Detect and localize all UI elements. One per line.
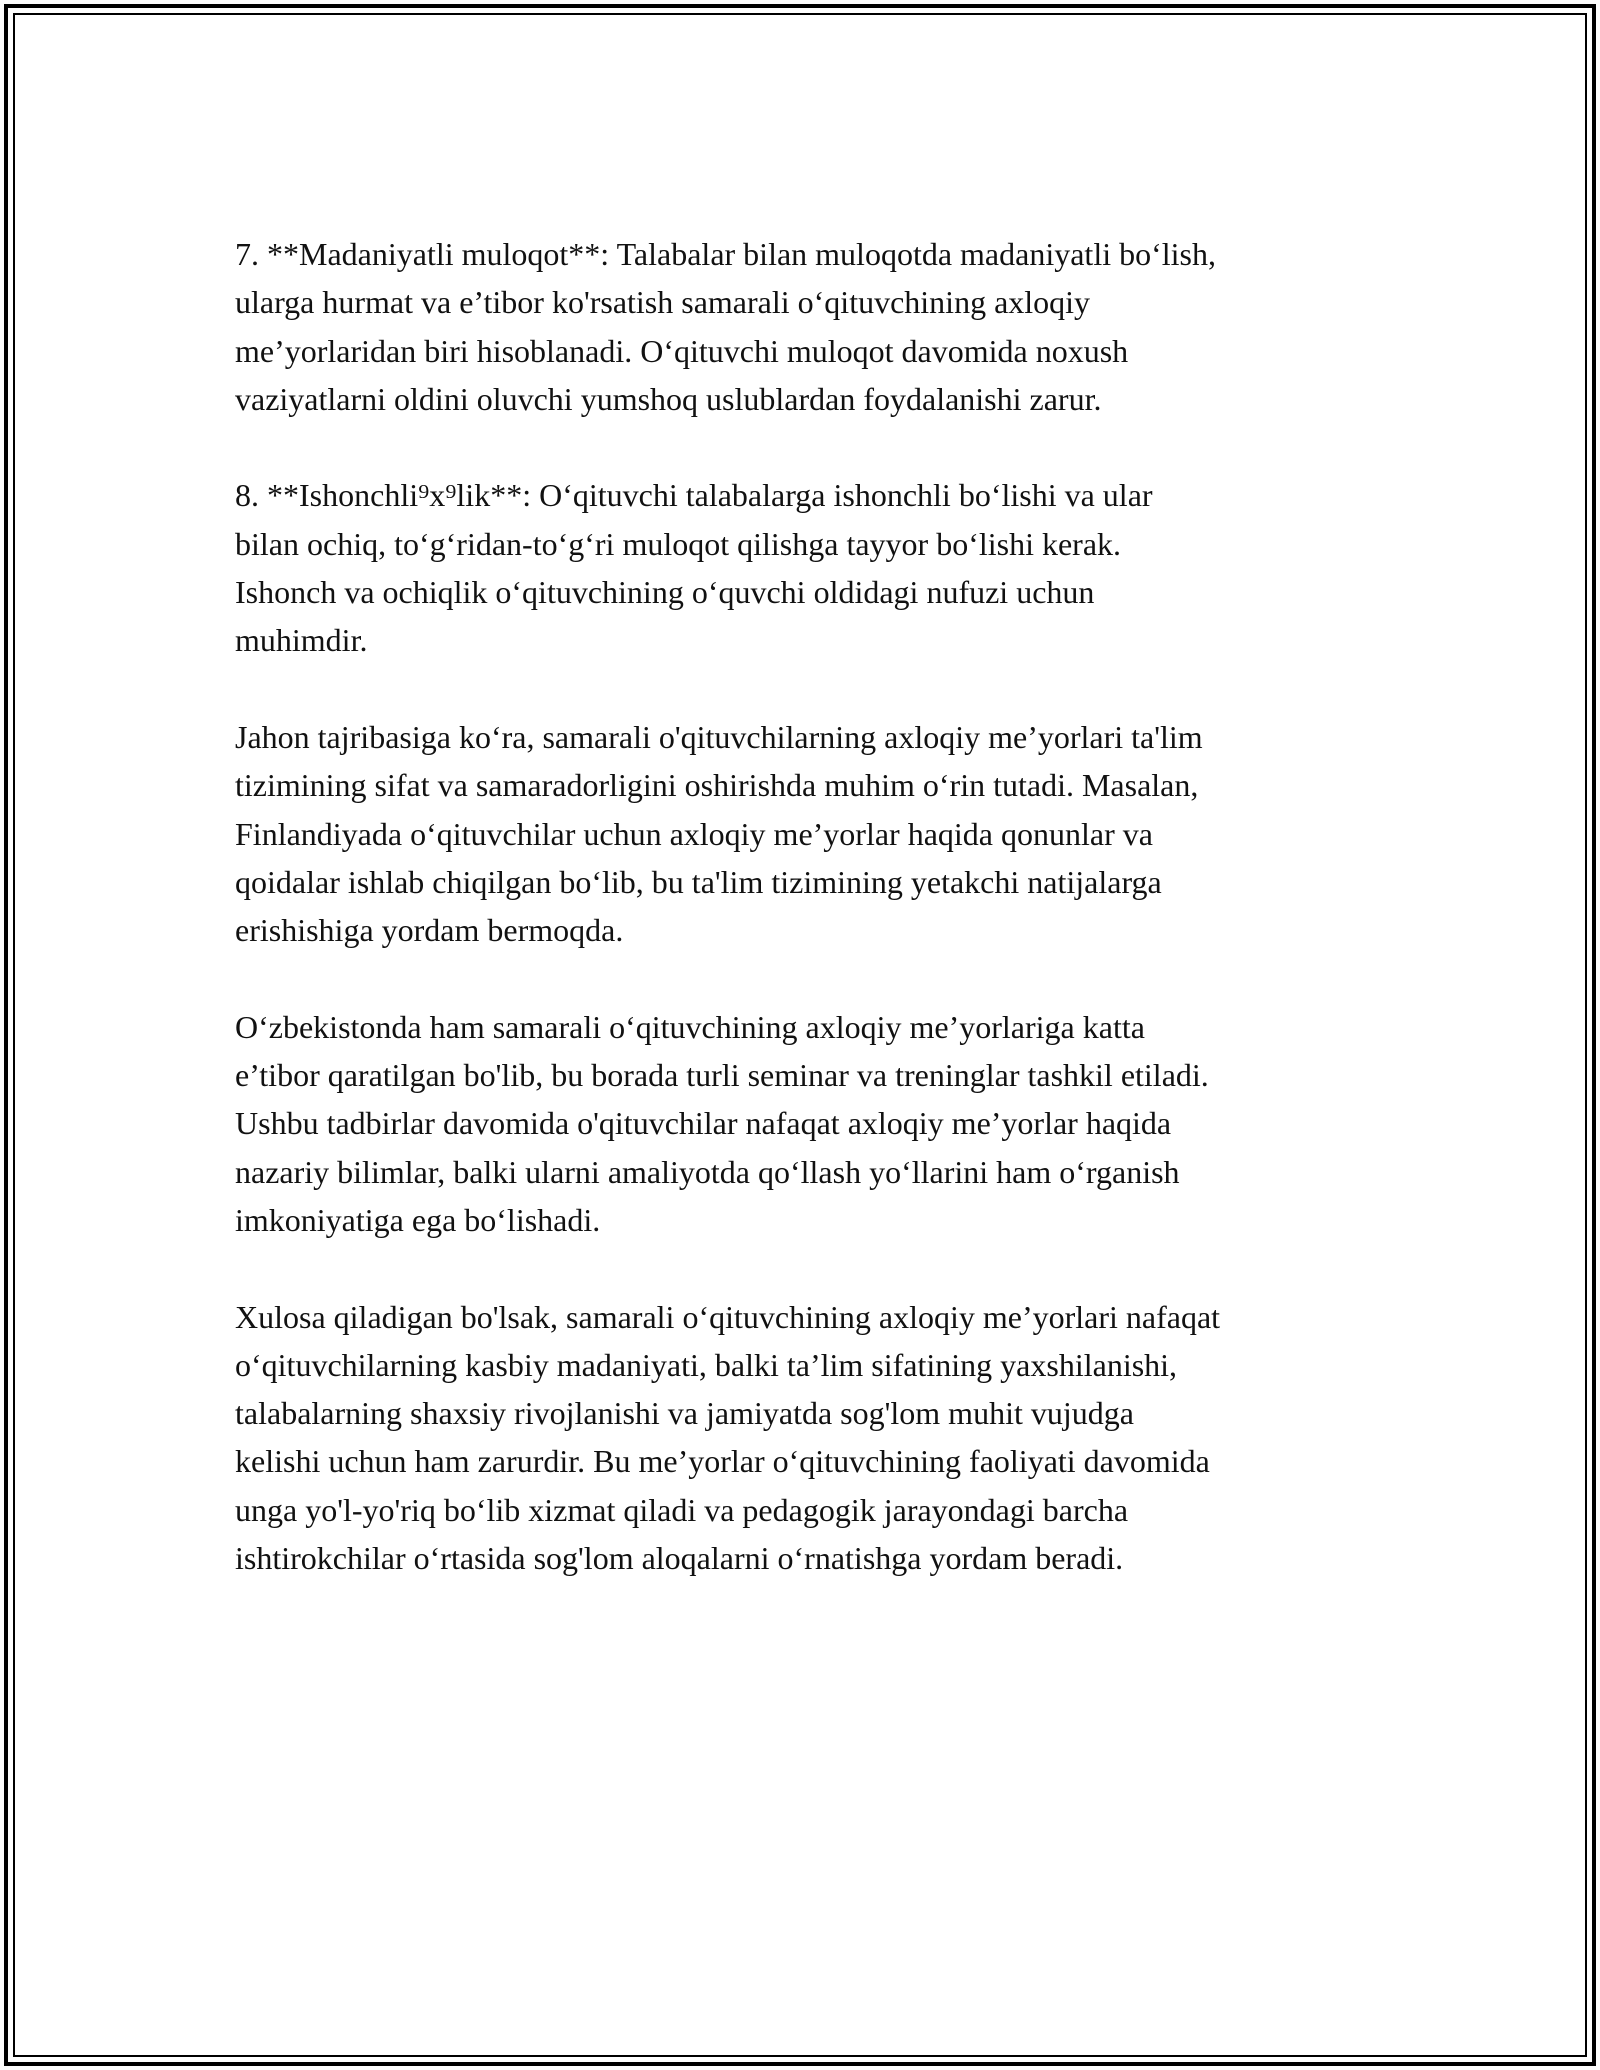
- paragraph-jahon-tajribasi: Jahon tajribasiga ko‘ra, samarali o'qituvchilarning axloqiy me’yorlari ta'lim tizimining sifat va samaradorligini oshirishda muhim o‘rin tutadi. Masalan, Finlandiyada o‘qituvchilar uchun axloqiy me’yorlar haqida qonunlar va qoidalar ishlab chiqilgan bo‘lib, bu ta'lim tizimining yetakchi natijalarga erishishiga yordam bermoqda.: [235, 718, 1203, 949]
- paragraph-ishonchlilik: 8. **Ishonchli⁹x⁹lik**: O‘qituvchi talabalarga ishonchli bo‘lishi va ular bilan ochiq, to‘g‘ridan-to‘g‘ri muloqot qilishga tayyor bo‘lishi kerak. Ishonch va ochiqlik o‘qituvchining o‘quvchi oldidagi nufuzi uchun muhimdir.: [235, 477, 1153, 659]
- paragraph-xulosa: Xulosa qiladigan bo'lsak, samarali o‘qituvchining axloqiy me’yorlari nafaqat o‘qituvchilarning kasbiy madaniyati, balki ta’lim sifatining yaxshilanishi, talabalarning shaxsiy rivojlanishi va jamiyatda sog'lom muhit vujudga kelishi uchun ham zarurdir. Bu me’yorlar o‘qituvchining faoliyati davomida unga yo'l-yo'riq bo‘lib xizmat qiladi va pedagogik jarayondagi barcha ishtirokchilar o‘rtasida sog'lom aloqalarni o‘rnatishga yordam beradi.: [235, 1298, 1221, 1577]
- document-body: [235, 230, 1375, 1631]
- paragraph-ozbekiston: O‘zbekistonda ham samarali o‘qituvchining axloqiy me’yorlariga katta e’tibor qaratilgan bo'lib, bu borada turli seminar va treninglar tashkil etiladi. Ushbu tadbirlar davomida o'qituvchilar nafaqat axloqiy me’yorlar haqida nazariy bilimlar, balki ularni amaliyotda qo‘llash yo‘llarini ham o‘rganish imkoniyatiga ega bo‘lishadi.: [235, 1008, 1209, 1238]
- paragraph-madaniyatli-muloqot: 7. **Madaniyatli muloqot**: Talabalar bilan muloqotda madaniyatli bo‘lish, ularga hurmat va e’tibor ko'rsatish samarali o‘qituvchining axloqiy me’yorlaridan biri hisoblanadi. O‘qituvchi muloqot davomida noxush vaziyatlarni oldini oluvchi yumshoq uslublardan foydalanishi zarur.: [235, 236, 1216, 417]
